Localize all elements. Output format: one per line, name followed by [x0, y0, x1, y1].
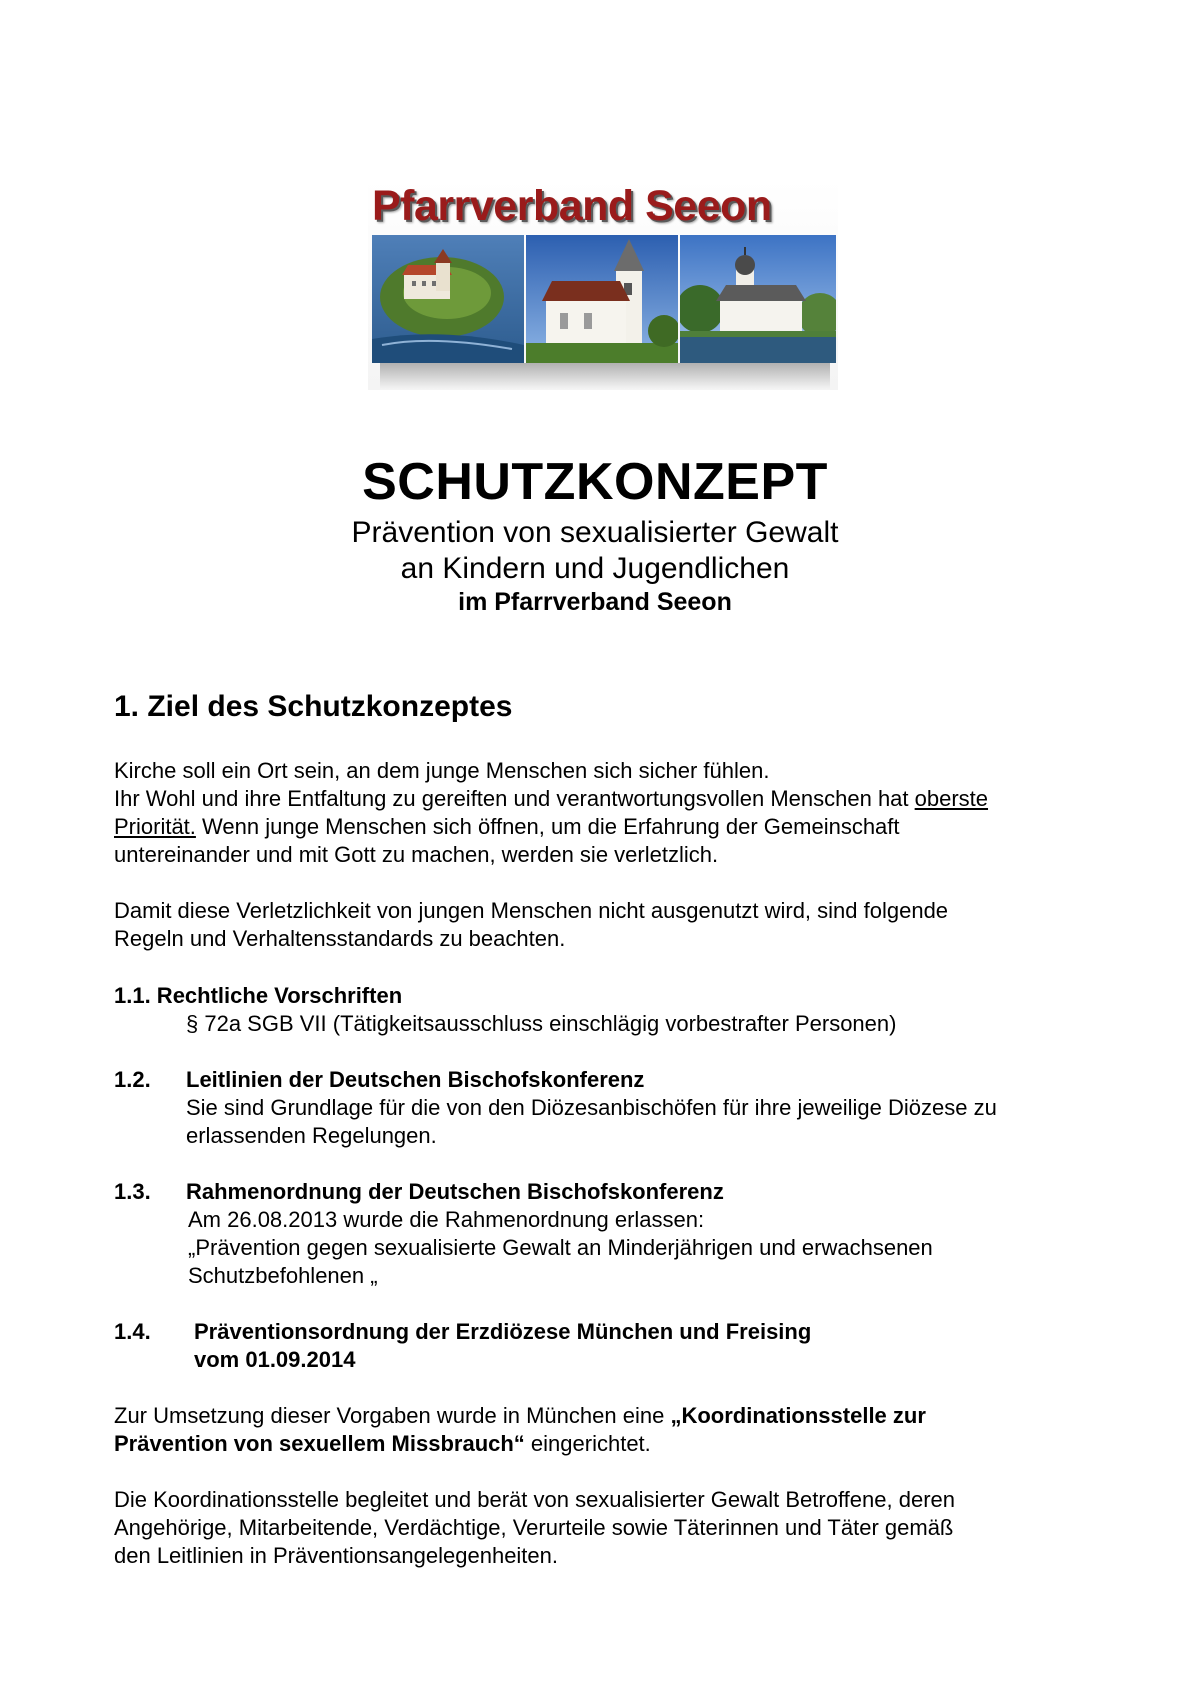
subsection-body: § 72a SGB VII (Tätigkeitsausschluss einschlägig vorbestrafter Personen) — [186, 1011, 897, 1036]
subsection-body — [186, 1094, 1086, 1150]
subsection-heading: Leitlinien der Deutschen Bischofskonferenz — [186, 1067, 645, 1092]
rules-paragraph — [114, 897, 1104, 953]
text-line: erlassenden Regelungen. — [186, 1123, 437, 1148]
parish-logo — [368, 180, 838, 390]
text-line: Am 26.08.2013 wurde die Rahmenordnung erlassen: — [188, 1207, 705, 1232]
subsection-number: 1.3. — [114, 1179, 151, 1204]
logo-photos — [372, 235, 838, 363]
intro-paragraph — [114, 757, 1104, 869]
monastery-island-photo — [372, 235, 524, 363]
section-heading: 1. Ziel des Schutzkonzeptes — [114, 690, 513, 723]
text-line — [114, 1430, 1104, 1458]
text-line: Sie sind Grundlage für die von den Diözesanbischöfen für ihre jeweilige Diözese zu — [186, 1095, 997, 1120]
text-span: eingerichtet. — [524, 1431, 651, 1456]
church-tower-photo — [526, 235, 678, 363]
underlined-text: Priorität. — [114, 814, 196, 839]
text-line — [114, 1402, 1104, 1430]
support-paragraph — [114, 1486, 1104, 1570]
text-line: Die Koordinationsstelle begleitet und berät von sexualisierter Gewalt Betroffene, deren — [114, 1487, 955, 1512]
subsection-number: 1.2. — [114, 1067, 151, 1092]
chapel-photo — [680, 235, 836, 363]
subsection-body — [188, 1206, 1088, 1290]
subtitle-line-2: an Kindern und Jugendlichen — [400, 552, 790, 585]
text-line — [114, 785, 1104, 813]
text-line: Schutzbefohlenen „ — [188, 1263, 378, 1288]
subtitle-line-1: Prävention von sexualisierter Gewalt — [351, 516, 839, 549]
subtitle-line-3: im Pfarrverband Seeon — [458, 588, 732, 616]
text-line: „Prävention gegen sexualisierte Gewalt an Minderjährigen und erwachsenen — [188, 1235, 933, 1260]
subsection-heading: 1.1. Rechtliche Vorschriften — [114, 983, 403, 1008]
text-line: untereinander und mit Gott zu machen, werden sie verletzlich. — [114, 842, 719, 867]
subsection-heading — [194, 1318, 811, 1374]
subsection-1-1 — [114, 982, 897, 1036]
subsection-number: 1.4. — [114, 1319, 151, 1344]
text-line: vom 01.09.2014 — [194, 1347, 356, 1372]
bold-text: Prävention von sexuellem Missbrauch“ — [114, 1431, 525, 1456]
text-line: Angehörige, Mitarbeitende, Verdächtige, Verurteile sowie Täterinnen und Täter gemäß — [114, 1515, 954, 1540]
bold-text: „Koordinationsstelle zur — [670, 1403, 926, 1428]
text-span: Zur Umsetzung dieser Vorgaben wurde in München eine — [114, 1403, 671, 1428]
logo-title: Pfarrverband Seeon — [372, 182, 772, 230]
subsection-heading: Rahmenordnung der Deutschen Bischofskonferenz — [186, 1179, 724, 1204]
text-line: Regeln und Verhaltensstandards zu beachten. — [114, 926, 566, 951]
coordination-paragraph — [114, 1402, 1104, 1458]
text-line — [114, 813, 1104, 841]
text-line: Kirche soll ein Ort sein, an dem junge Menschen sich sicher fühlen. — [114, 758, 770, 783]
text-line: Damit diese Verletzlichkeit von jungen Menschen nicht ausgenutzt wird, sind folgende — [114, 898, 949, 923]
text-span: Wenn junge Menschen sich öffnen, um die Erfahrung der Gemeinschaft — [195, 814, 900, 839]
text-line: Präventionsordnung der Erzdiözese München und Freising — [194, 1319, 812, 1344]
document-title: SCHUTZKONZEPT — [362, 453, 828, 511]
text-span: Ihr Wohl und ihre Entfaltung zu gereiften und verantwortungsvollen Menschen hat — [114, 786, 915, 811]
underlined-text: oberste — [914, 786, 989, 811]
logo-shadow — [380, 363, 830, 389]
text-line: den Leitlinien in Präventionsangelegenheiten. — [114, 1543, 559, 1568]
